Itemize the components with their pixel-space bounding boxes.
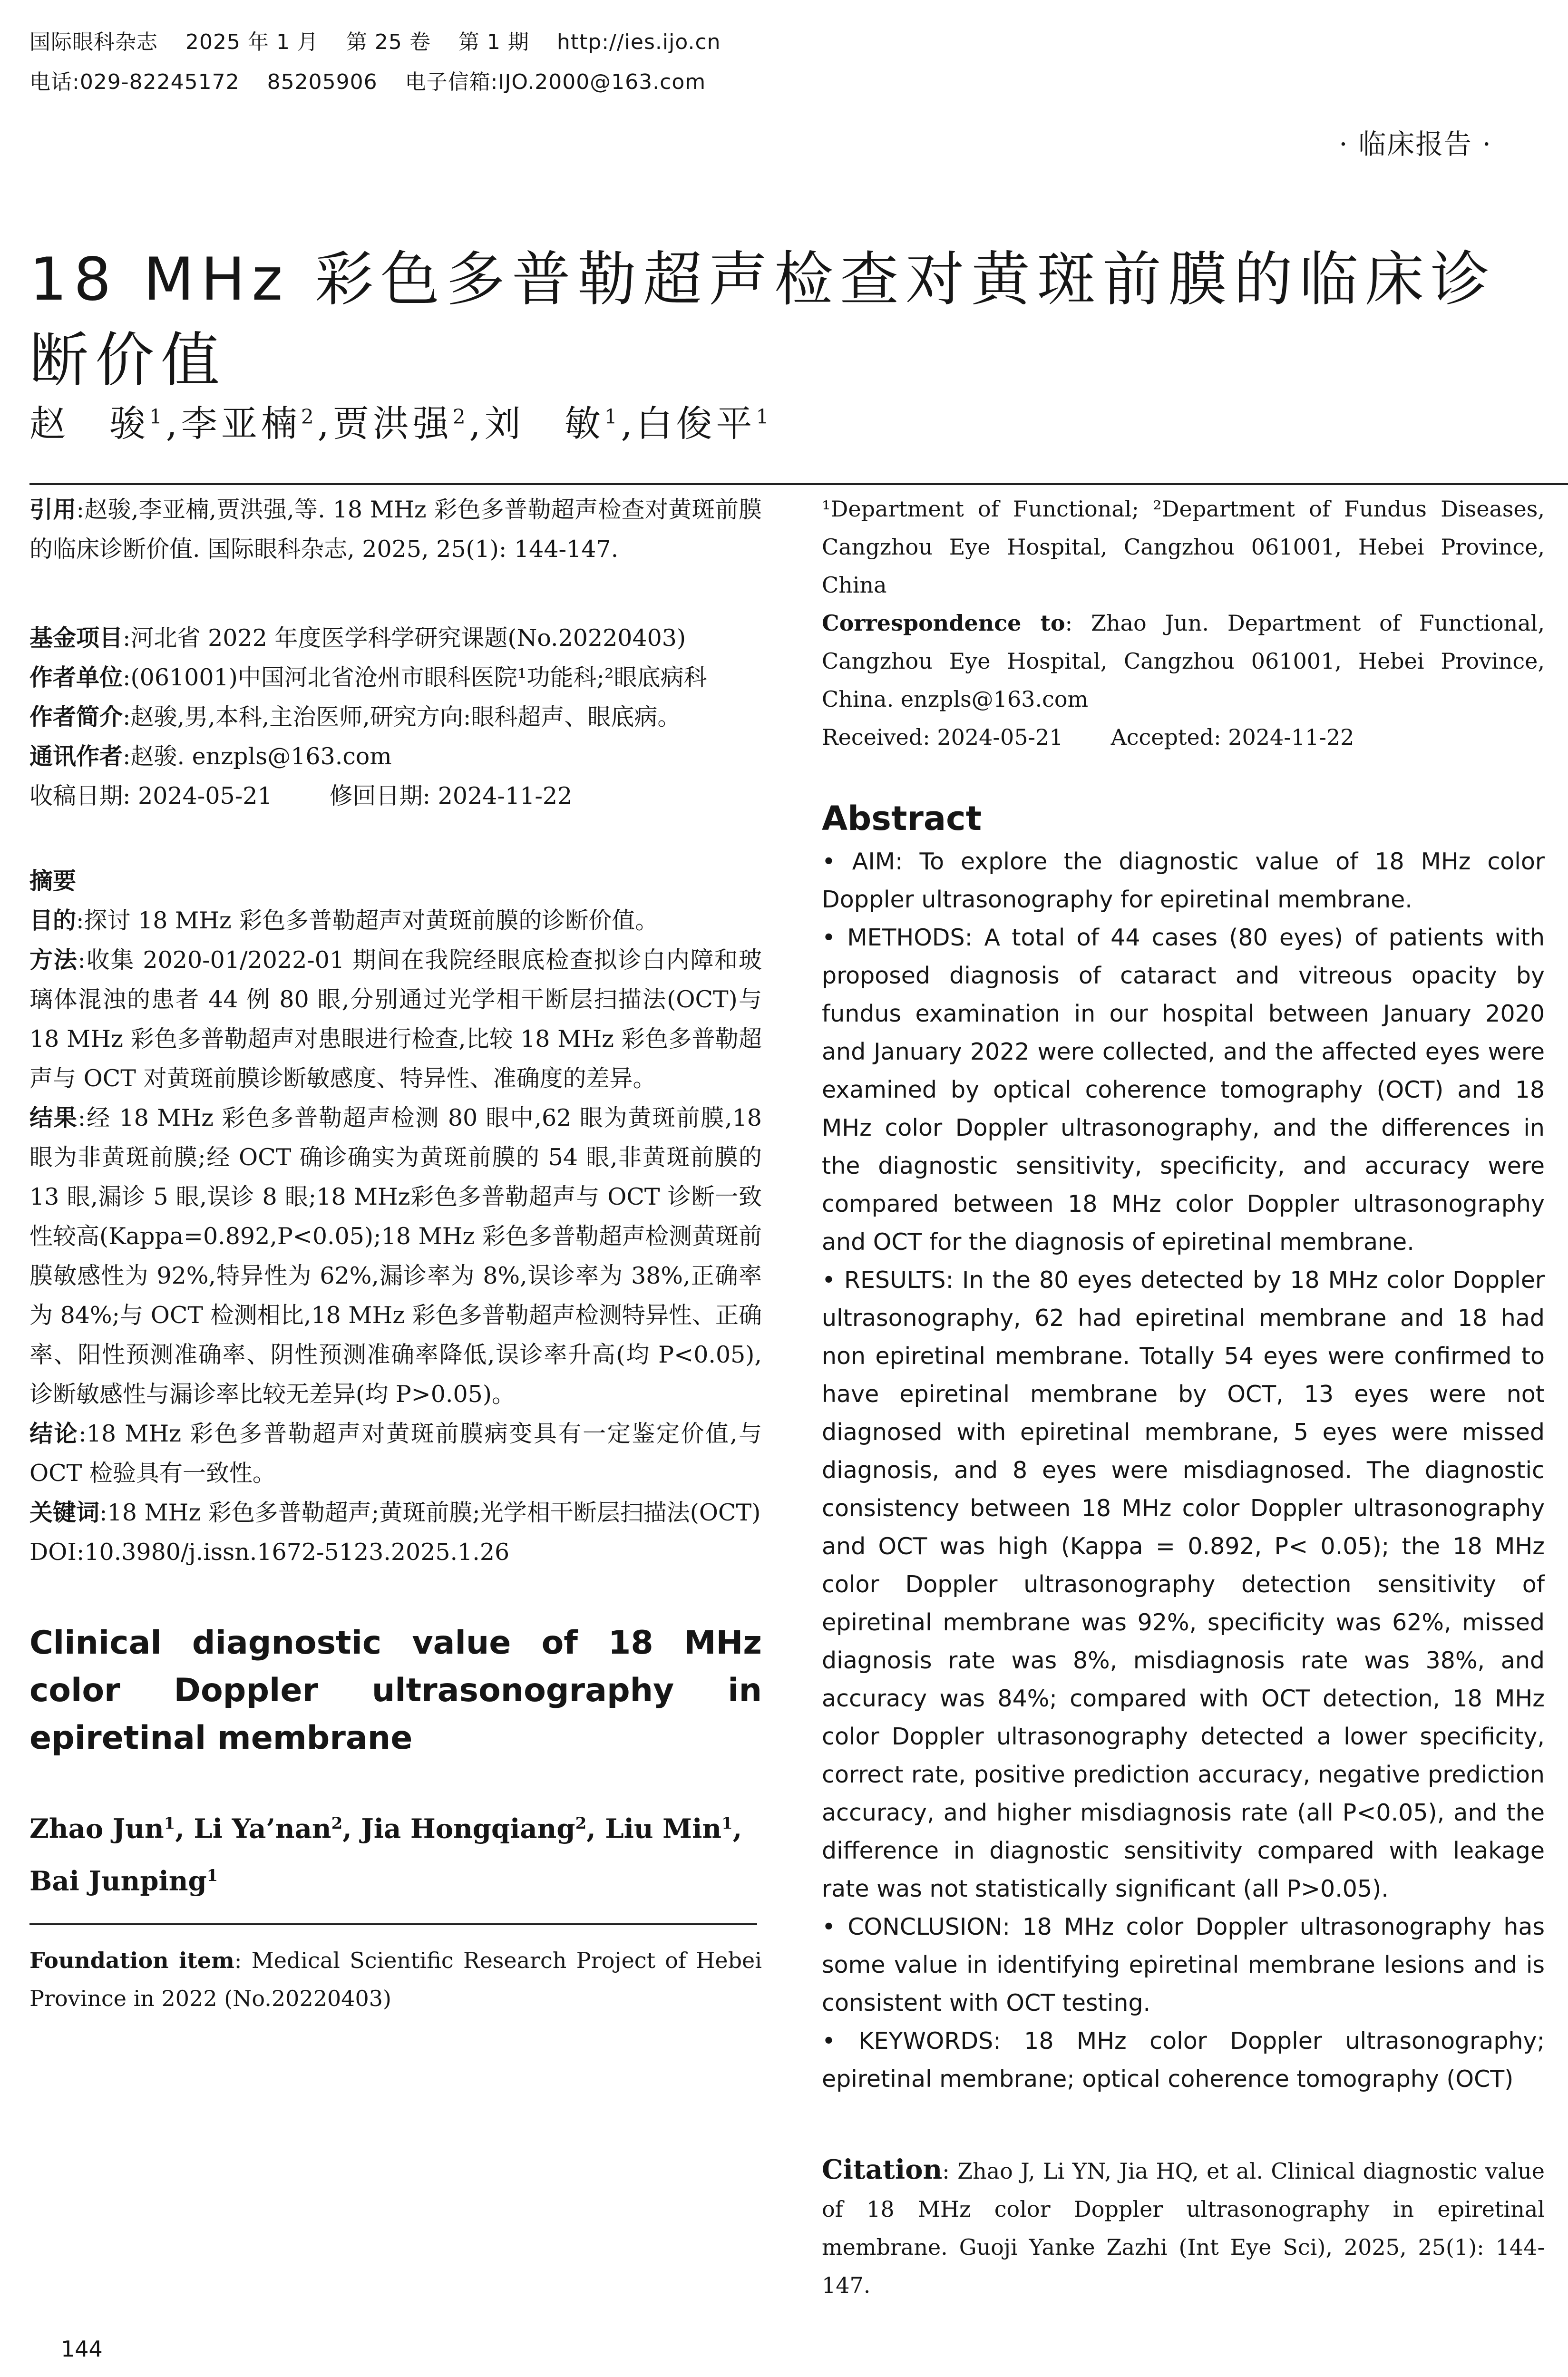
dates-en: Received: 2024-05-21 Accepted: 2024-11-22: [822, 724, 1354, 750]
journal-email[interactable]: 电子信箱:IJO.2000@163.com: [405, 70, 706, 94]
right-column: [822, 490, 1545, 2304]
abstract-cn-heading: 摘要: [29, 867, 77, 895]
fund-cn: 基金项目:河北省 2022 年度医学科学研究课题(No.20220403): [29, 624, 686, 652]
keywords-cn: 关键词:18 MHz 彩色多普勒超声;黄斑前膜;光学相干断层扫描法(OCT): [29, 1499, 761, 1526]
citation-cn: 引用:赵骏,李亚楠,贾洪强,等. 18 MHz 彩色多普勒超声检查对黄斑前膜的临床诊断价值. 国际眼科杂志, 2025, 25(1): 144-147.: [29, 496, 762, 563]
phone: 电话:029-82245172: [29, 70, 240, 94]
affiliation-en: ¹Department of Functional; ²Department of Fundus Diseases, Cangzhou Eye Hospital, Cangzhou 061001, Hebei Province, China: [822, 496, 1545, 598]
abstract-en-heading: Abstract: [822, 799, 982, 838]
left-column: [29, 490, 762, 2017]
journal-header-line-1: [29, 25, 749, 55]
volume: 第 25 卷: [346, 30, 431, 54]
keywords-en: • KEYWORDS: 18 MHz color Doppler ultrasonography; epiretinal membrane; optical coherence tomography (OCT): [822, 2027, 1545, 2093]
correspondence-en: Correspondence to: Zhao Jun. Department of Functional, Cangzhou Eye Hospital, Cangzhou 061001, Hebei Province, China. enzpls@163.com: [822, 610, 1545, 712]
conclusion-en: • CONCLUSION: 18 MHz color Doppler ultrasonography has some value in identifying epiretinal membrane lesions and is consistent with OCT testing.: [822, 1913, 1545, 2017]
author-aff: 1: [756, 405, 773, 429]
title-en: Clinical diagnostic value of 18 MHz color Doppler ultrasonography in epiretinal membrane: [29, 1624, 762, 1757]
author-aff: 1: [604, 405, 621, 429]
issue-date: 2025 年 1 月: [185, 30, 319, 54]
author-cn: 白俊平: [636, 402, 756, 445]
author-cn: 贾洪强: [332, 402, 453, 445]
authors-en: Zhao Jun$^1$, Li Ya’nan$^2$, Jia Hongqiang$^2$, Liu Min$^1$, Bai Junping$^1$: [29, 1813, 742, 1897]
doi[interactable]: DOI:10.3980/j.issn.1672-5123.2025.1.26: [29, 1539, 510, 1566]
journal-header-line-2: [29, 65, 733, 95]
foundation-en: Foundation item: Medical Scientific Research Project of Hebei Province in 2022 (No.20220403): [29, 1948, 762, 2012]
citation-en: Citation: Zhao J, Li YN, Jia HQ, et al. Clinical diagnostic value of 18 MHz color Doppler ultrasonography in epiretinal membrane. Guoji Yanke Zazhi (Int Eye Sci), 2025, 25(1): 144-147.: [822, 2154, 1545, 2298]
author-aff: 2: [301, 405, 318, 429]
journal-name: 国际眼科杂志: [29, 30, 158, 54]
journal-url[interactable]: http://ies.ijo.cn: [556, 30, 721, 54]
bio-cn: 作者简介:赵骏,男,本科,主治医师,研究方向:眼科超声、眼底病。: [29, 703, 681, 731]
author-cn: 刘 敏: [484, 402, 604, 445]
page-number: 144: [61, 2336, 103, 2362]
authors-cn: 赵 骏$^1$,李亚楠$^2$,贾洪强$^2$,刘 敏$^1$,白俊平$^1$: [29, 402, 773, 445]
methods-en: • METHODS: A total of 44 cases (80 eyes) of patients with proposed diagnosis of cataract and vitreous opacity by fundus examination in our hospital between January 2020 and January 2022 were collected, and the affected eyes were examined by optical coherence tomography (OCT) and 18 MHz color Doppler ultrasonography, and the differences in the diagnostic sensitivity, specificity, and accuracy were compared between 18 MHz color Doppler ultrasonography and OCT for the diagnosis of epiretinal membrane.: [822, 924, 1545, 1256]
conclusion-cn: 结论:18 MHz 彩色多普勒超声对黄斑前膜病变具有一定鉴定价值,与 OCT 检验具有一致性。: [29, 1420, 762, 1487]
author-cn: 赵 骏: [29, 402, 149, 445]
issue: 第 1 期: [458, 30, 529, 54]
section-tag: · 临床报告 ·: [1339, 128, 1492, 160]
header-divider: [29, 483, 1568, 485]
results-cn: 结果:经 18 MHz 彩色多普勒超声检测 80 眼中,62 眼为黄斑前膜,18 眼为非黄斑前膜;经 OCT 确诊确实为黄斑前膜的 54 眼,非黄斑前膜的 13 眼,漏诊 5 眼,误诊 8 眼;18 MHz彩色多普勒超声与 OCT 诊断一致性较高(Kappa=0.892,P<0.05);18 MHz 彩色多普勒超声检测黄斑前膜敏感性为 92%,特异性为 62%,漏诊率为 8%,误诊率为 38%,正确率为 84%;与 OCT 检测相比,18 MHz 彩色多普勒超声检测特异性、正确率、阳性预测准确率、阴性预测准确率降低,误诊率升高(均 P<0.05),诊断敏感性与漏诊率比较无差异(均 P>0.05)。: [29, 1104, 762, 1408]
results-en: • RESULTS: In the 80 eyes detected by 18 MHz color Doppler ultrasonography, 62 had epiretinal membrane and 18 had non epiretinal membrane. Totally 54 eyes were confirmed to have epiretinal membrane by OCT, 13 eyes were not diagnosed with epiretinal membrane, 5 eyes were missed diagnosis, and 8 eyes were misdiagnosed. The diagnostic consistency between 18 MHz color Doppler ultrasonography and OCT was high (Kappa = 0.892, P< 0.05); the 18 MHz color Doppler ultrasonography detection sensitivity of epiretinal membrane was 92%, specificity was 62%, missed diagnosis rate was 8%, misdiagnosis rate was 38%, and accuracy was 84%; compared with OCT detection, 18 MHz color Doppler ultrasonography detected a lower specificity, correct rate, positive prediction accuracy, negative prediction accuracy, and higher misdiagnosis rate (all P<0.05), and the difference in diagnostic sensitivity compared with leakage rate was not statistically significant (all P>0.05).: [822, 1266, 1545, 1902]
title-cn: 18 MHz 彩色多普勒超声检查对黄斑前膜的临床诊断价值: [29, 245, 1496, 395]
fax: 85205906: [267, 70, 378, 94]
author-aff: 2: [452, 405, 469, 429]
methods-cn: 方法:收集 2020-01/2022-01 期间在我院经眼底检查拟诊白内障和玻璃体混浊的患者 44 例 80 眼,分别通过光学相干断层扫描法(OCT)与 18 MHz 彩色多普勒超声对患眼进行检查,比较 18 MHz 彩色多普勒超声与 OCT 对黄斑前膜诊断敏感度、特异性、准确度的差异。: [29, 946, 762, 1092]
dates-cn: 收稿日期: 2024-05-21 修回日期: 2024-11-22: [29, 782, 573, 809]
corr-cn: 通讯作者:赵骏. enzpls@163.com: [29, 743, 392, 770]
aim-en: • AIM: To explore the diagnostic value of 18 MHz color Doppler ultrasonography for epiretinal membrane.: [822, 848, 1545, 913]
unit-cn: 作者单位:(061001)中国河北省沧州市眼科医院¹功能科;²眼底病科: [29, 664, 707, 691]
aim-cn: 目的:探讨 18 MHz 彩色多普勒超声对黄斑前膜的诊断价值。: [29, 907, 659, 934]
author-cn: 李亚楠: [181, 402, 301, 445]
author-aff: 1: [149, 405, 166, 429]
